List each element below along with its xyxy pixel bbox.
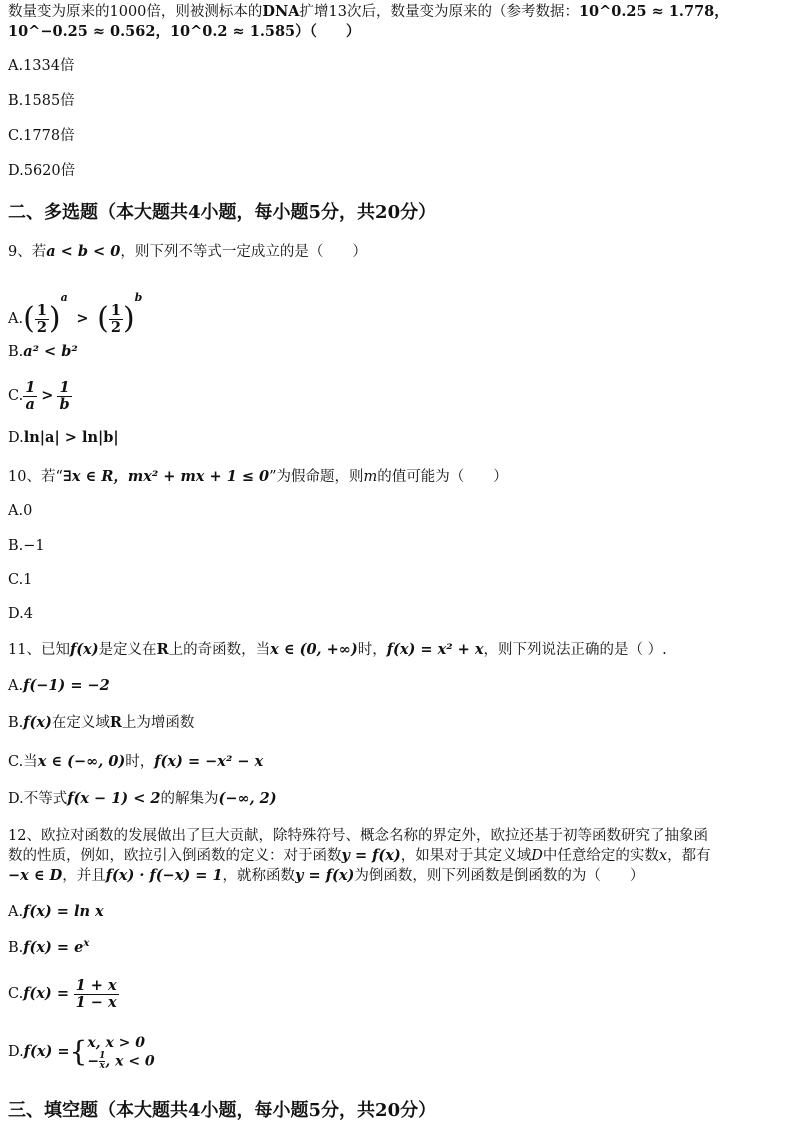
- q12-stem-line2: 数的性质，例如，欧拉引入倒函数的定义：对于函数y = f(x)，如果对于其定义域D中任意给定的实数x，都有: [8, 847, 711, 864]
- q11-stem: 11、已知f(x)是定义在R上的奇函数，当x ∈ (0, +∞)时，f(x) = x² + x，则下列说法正确的是（ ）.: [8, 641, 667, 658]
- q8-option-a[interactable]: A.1334倍: [8, 58, 75, 74]
- q8-option-c[interactable]: C.1778倍: [8, 128, 75, 144]
- q10-option-a[interactable]: A.0: [8, 503, 33, 519]
- q12-option-a[interactable]: A.f(x) = ln x: [8, 903, 104, 920]
- q11-option-a[interactable]: A.f(−1) = −2: [8, 677, 110, 694]
- q9-option-c[interactable]: C. $\frac{1}{a}$ > $\frac{1}{b}$: [8, 378, 70, 413]
- q8-option-b[interactable]: B.1585倍: [8, 93, 75, 109]
- q8-stem-line1: 数量变为原来的1000倍，则被测标本的DNA扩增13次后，数量变为原来的（参考数据：10^0.25 ≈ 1.778，: [8, 3, 729, 20]
- q10-option-b[interactable]: B.−1: [8, 538, 45, 554]
- q11-option-b[interactable]: B.f(x)在定义域R上为增函数: [8, 714, 195, 731]
- section2-heading: 二、多选题（本大题共4小题，每小题5分，共20分）: [8, 202, 437, 223]
- q10-stem: 10、若“∃x ∈ R，mx² + mx + 1 ≤ 0”为假命题，则m的值可能为（ ）: [8, 468, 508, 485]
- q12-option-c[interactable]: C.f(x) = $\frac{1 + x}{1 - x}$: [8, 976, 117, 1011]
- q12-stem-line3: −x ∈ D，并且f(x) · f(−x) = 1，就称函数y = f(x)为倒函数，则下列函数是倒函数的为（ ）: [8, 867, 645, 884]
- q10-option-d[interactable]: D.4: [8, 606, 33, 622]
- q9-stem: 9、若a < b < 0，则下列不等式一定成立的是（ ）: [8, 243, 367, 260]
- q8-option-d[interactable]: D.5620倍: [8, 163, 76, 179]
- q12-stem-line1: 12、欧拉对函数的发展做出了巨大贡献，除特殊符号、概念名称的界定外，欧拉还基于初等函数研究了抽象函: [8, 828, 708, 844]
- q10-option-c[interactable]: C.1: [8, 572, 33, 588]
- q9-option-a[interactable]: A.( $\frac{1}{2}$ )$^a$ > ( $\frac{1}{2}$ )$^b$: [8, 291, 143, 336]
- q12-option-d[interactable]: D.f(x) ={ x, x > 0 − $\frac{1}{x}$, x < 0: [8, 1034, 155, 1071]
- q11-option-d[interactable]: D.不等式f(x − 1) < 2的解集为(−∞, 2): [8, 790, 277, 807]
- q11-option-c[interactable]: C.当x ∈ (−∞, 0)时，f(x) = −x² − x: [8, 753, 264, 770]
- q9-option-b[interactable]: B.a² < b²: [8, 343, 78, 360]
- q8-stem-line2: 10^−0.25 ≈ 0.562，10^0.2 ≈ 1.585）（ ）: [8, 23, 361, 40]
- q12-option-b[interactable]: $B.f(x) = e^x$: [8, 938, 90, 956]
- section3-heading: 三、填空题（本大题共4小题，每小题5分，共20分）: [8, 1100, 437, 1121]
- q9-option-d[interactable]: D.ln|a| > ln|b|: [8, 429, 119, 446]
